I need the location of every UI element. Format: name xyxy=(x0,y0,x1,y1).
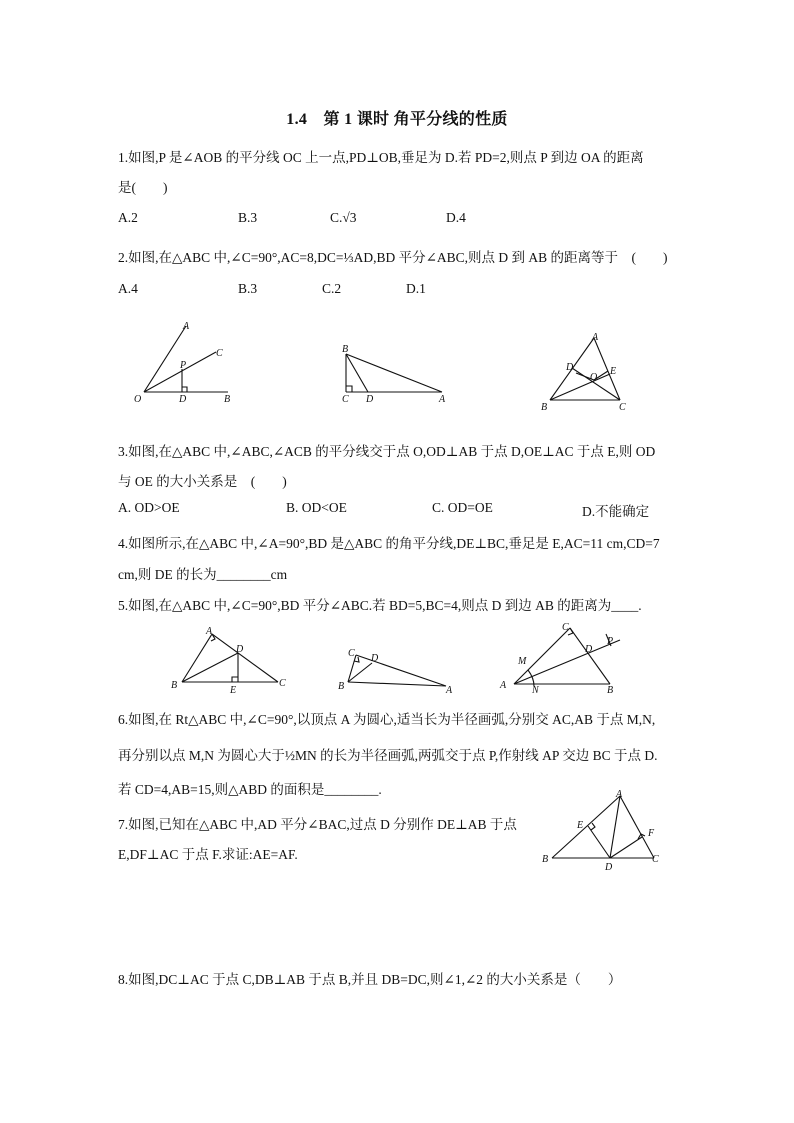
q3-text-line1: 3.如图,在△ABC 中,∠ABC,∠ACB 的平分线交于点 O,OD⊥AB 于点 D,OE⊥AC 于点 E,则 OD xyxy=(118,444,656,459)
figure-triangle-incenter-3 xyxy=(536,330,636,415)
q7-text-line2: E,DF⊥AC 于点 F.求证:AE=AF. xyxy=(118,847,298,862)
svg-text:A: A xyxy=(439,394,446,405)
q7-text-line1: 7.如图,已知在△ABC 中,AD 平分∠BAC,过点 D 分别作 DE⊥AB 于点 xyxy=(118,817,517,832)
svg-text:B: B xyxy=(541,402,548,413)
svg-text:E: E xyxy=(577,820,584,831)
figure-construction-6 xyxy=(494,614,629,696)
q8-text-line1: 8.如图,DC⊥AC 于点 C,DB⊥AB 于点 B,并且 DB=DC,则∠1,∠2 的大小关系是（ ） xyxy=(118,972,622,987)
svg-text:B: B xyxy=(171,680,178,691)
figure-angle-bisector-1 xyxy=(130,318,240,408)
svg-text:E: E xyxy=(230,685,237,696)
q1-text-line2: 是( ) xyxy=(118,180,168,195)
svg-text:C: C xyxy=(348,648,355,659)
svg-text:N: N xyxy=(532,685,539,696)
svg-text:D: D xyxy=(585,644,593,655)
q6-text-line2: 再分别以点 M,N 为圆心大于½MN 的长为半径画弧,两弧交于点 P,作射线 AP 交边 BC 于点 D. xyxy=(118,748,658,763)
svg-text:C: C xyxy=(619,402,626,413)
svg-text:A: A xyxy=(616,789,623,800)
q4-text-line1: 4.如图所示,在△ABC 中,∠A=90°,BD 是△ABC 的角平分线,DE⊥BC,垂足是 E,AC=11 cm,CD=7 xyxy=(118,536,660,551)
svg-text:B: B xyxy=(338,681,345,692)
svg-text:D: D xyxy=(566,362,574,373)
page-title: 1.4 第 1 课时 角平分线的性质 xyxy=(286,111,508,128)
svg-text:P: P xyxy=(607,636,614,647)
svg-text:C: C xyxy=(342,394,349,405)
svg-text:C: C xyxy=(216,348,223,359)
svg-text:D: D xyxy=(366,394,374,405)
q3-option-d: D.不能确定 xyxy=(582,504,650,519)
q5-text-line1: 5.如图,在△ABC 中,∠C=90°,BD 平分∠ABC.若 BD=5,BC=4,则点 D 到边 AB 的距离为____. xyxy=(118,598,642,613)
svg-text:A: A xyxy=(183,321,190,332)
svg-text:D: D xyxy=(605,862,613,873)
q4-text-line2: cm,则 DE 的长为________cm xyxy=(118,567,288,582)
svg-text:D: D xyxy=(179,394,187,405)
svg-text:O: O xyxy=(134,394,142,405)
q1-option-d: D.4 xyxy=(446,210,466,225)
svg-text:C: C xyxy=(562,622,569,633)
svg-text:B: B xyxy=(542,854,549,865)
q3-option-a: A. OD>OE xyxy=(118,500,180,515)
figure-right-triangle-2 xyxy=(332,340,452,410)
q1-option-a: A.2 xyxy=(118,210,138,225)
q2-text-line1: 2.如图,在△ABC 中,∠C=90°,AC=8,DC=⅓AD,BD 平分∠ABC,则点 D 到 AB 的距离等于 ( ) xyxy=(118,250,668,265)
svg-text:B: B xyxy=(224,394,231,405)
svg-text:A: A xyxy=(500,680,507,691)
svg-text:A: A xyxy=(446,685,453,695)
svg-text:P: P xyxy=(180,360,187,371)
svg-text:D: D xyxy=(236,644,244,655)
svg-text:O: O xyxy=(590,372,598,383)
q1-option-b: B.3 xyxy=(238,210,258,225)
svg-text:D: D xyxy=(371,653,379,664)
q1-text-line1: 1.如图,P 是∠AOB 的平分线 OC 上一点,PD⊥OB,垂足为 D.若 PD=2,则点 P 到边 OA 的距离 xyxy=(118,150,644,165)
q2-option-a: A.4 xyxy=(118,281,138,296)
svg-text:A: A xyxy=(592,332,599,343)
figure-triangle-7 xyxy=(538,784,668,876)
q3-option-c: C. OD=OE xyxy=(432,500,493,515)
q2-option-b: B.3 xyxy=(238,281,258,296)
svg-text:C: C xyxy=(279,678,286,689)
svg-text:B: B xyxy=(607,685,614,696)
q6-text-line1: 6.如图,在 Rt△ABC 中,∠C=90°,以顶点 A 为圆心,适当长为半径画弧,分别交 AC,AB 于点 M,N, xyxy=(118,712,656,727)
q3-text-line2: 与 OE 的大小关系是 ( ) xyxy=(118,474,287,489)
q3-option-b: B. OD<OE xyxy=(286,500,347,515)
svg-text:M: M xyxy=(518,656,527,667)
svg-text:A: A xyxy=(206,626,213,637)
svg-text:B: B xyxy=(342,344,349,355)
figure-triangle-4 xyxy=(168,622,298,697)
q2-option-c: C.2 xyxy=(322,281,342,296)
q1-option-c: C.√3 xyxy=(330,210,357,225)
q6-text-line3: 若 CD=4,AB=15,则△ABD 的面积是________. xyxy=(118,782,382,797)
svg-text:E: E xyxy=(610,366,617,377)
svg-text:C: C xyxy=(652,854,659,865)
svg-text:F: F xyxy=(648,828,655,839)
figure-right-triangle-5 xyxy=(334,645,459,695)
q2-option-d: D.1 xyxy=(406,281,426,296)
